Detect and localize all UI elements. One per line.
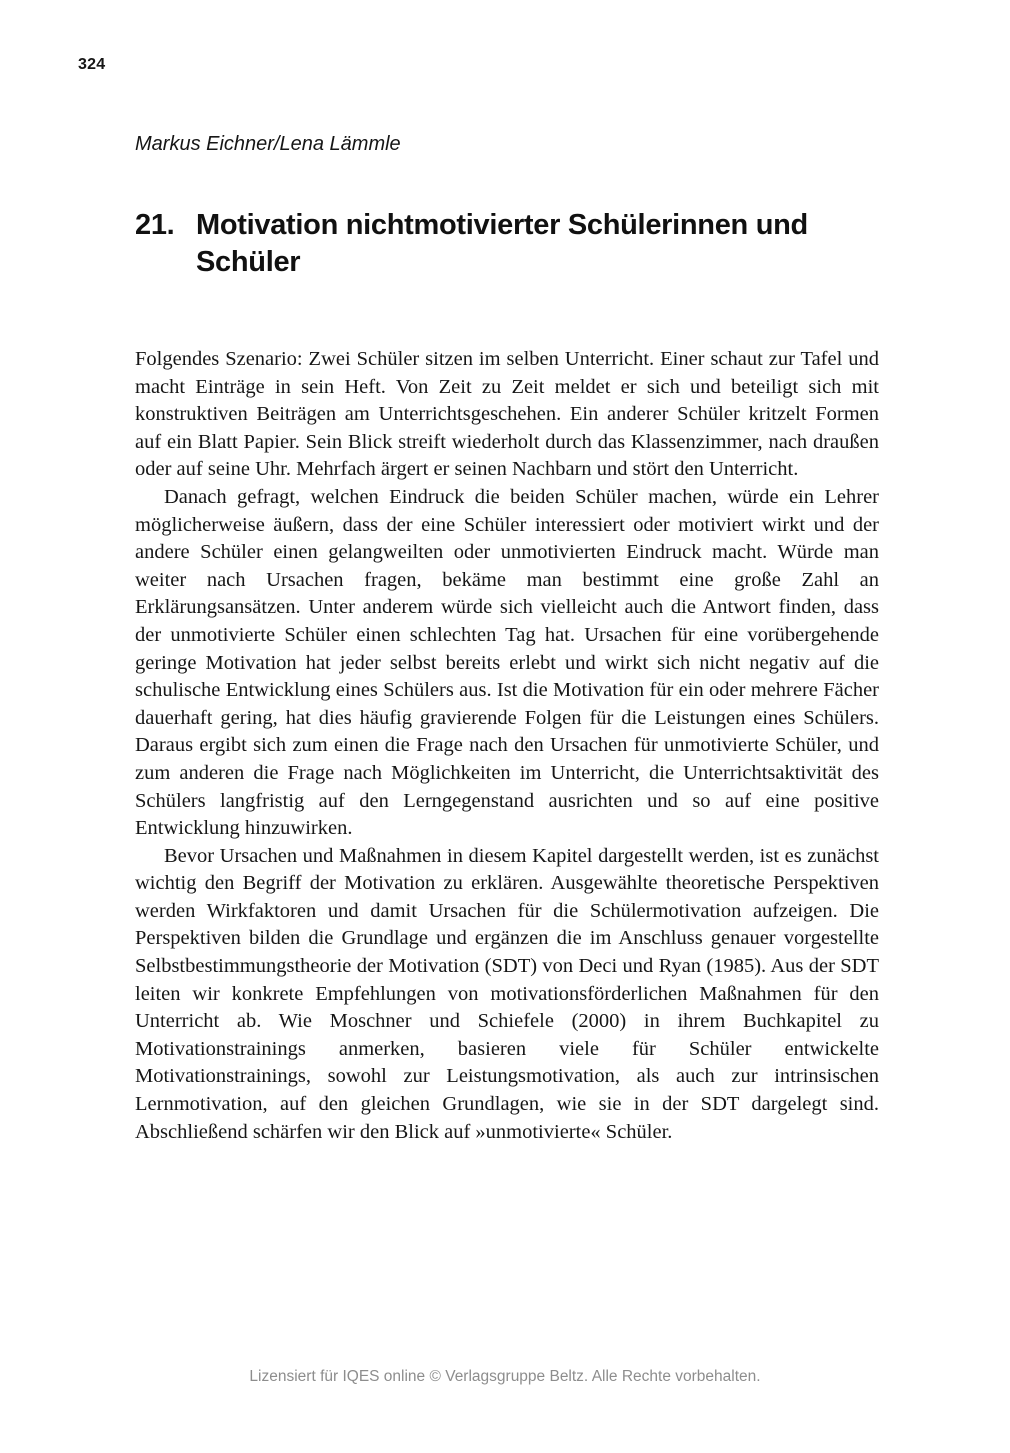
chapter-title: Motivation nichtmotivierter Schülerinnen und Schüler <box>196 209 808 279</box>
chapter-number: 21. <box>135 209 175 242</box>
paragraph-chapter-overview: Bevor Ursachen und Maßnahmen in diesem Kapitel dargestellt werden, ist es zunächst wichtig den Begriff der Motivation zu erklären. Ausgewählte theoretische Perspektiven werden Wirkfaktoren und damit Ursachen für die Schülermotivation aufzeigen. Die Perspektiven bilden die Grundlage und ergänzen die im Anschluss genauer vorgestellte Selbstbestimmungstheorie der Motivation (SDT) von Deci und Ryan (1985). Aus der SDT leiten wir konkrete Empfehlungen von motivationsförderlichen Maßnahmen für den Unterricht ab. Wie Moschner und Schiefele (2000) in ihrem Buchkapitel zu Motivationstrainings anmerken, basieren viele für Schüler entwickelte Motivationstrainings, sowohl zur Leistungsmotivation, als auch zur intrinsischen Lernmotivation, auf den gleichen Grundlagen, wie sie in der SDT dargelegt sind. Abschließend schärfen wir den Blick auf »unmotivierte« Schüler. <box>135 844 879 1143</box>
license-footer: Lizensiert für IQES online © Verlagsgruppe Beltz. Alle Rechte vorbehalten. <box>249 1368 761 1385</box>
page-number: 324 <box>78 56 106 73</box>
body-text <box>135 346 879 1146</box>
chapter-heading <box>135 207 895 281</box>
authors-line: Markus Eichner/Lena Lämmle <box>135 133 401 155</box>
paragraph-impression: Danach gefragt, welchen Eindruck die beiden Schüler machen, würde ein Lehrer möglicherweise äußern, dass der eine Schüler interessiert oder motiviert wirkt und der andere Schüler einen gelangweilten oder unmotivierten Eindruck macht. Würde man weiter nach Ursachen fragen, bekäme man bestimmt eine große Zahl an Erklärungsansätzen. Unter anderem würde sich vielleicht auch die Antwort finden, dass der unmotivierte Schüler einen schlechten Tag hat. Ursachen für eine vorübergehende geringe Motivation hat jeder selbst bereits erlebt und wirkt sich nicht negativ auf die schulische Entwicklung eines Schülers aus. Ist die Motivation für ein oder mehrere Fächer dauerhaft gering, hat dies häufig gravierende Folgen für die Leistungen eines Schülers. Daraus ergibt sich zum einen die Frage nach den Ursachen für unmotivierte Schüler, und zum anderen die Frage nach Möglichkeiten im Unterricht, die Unterrichtsaktivität des Schülers langfristig auf den Lerngegenstand ausrichten und so auf eine positive Entwicklung hinzuwirken. <box>135 485 879 840</box>
paragraph-scenario: Folgendes Szenario: Zwei Schüler sitzen im selben Unterricht. Einer schaut zur Tafel und macht Einträge in sein Heft. Von Zeit zu Zeit meldet er sich und beteiligt sich mit konstruktiven Beiträgen am Unterrichtsgeschehen. Ein anderer Schüler kritzelt Formen auf ein Blatt Papier. Sein Blick streift wiederholt durch das Klassenzimmer, nach draußen oder auf seine Uhr. Mehrfach ärgert er seinen Nachbarn und stört den Unterricht. <box>135 348 879 481</box>
